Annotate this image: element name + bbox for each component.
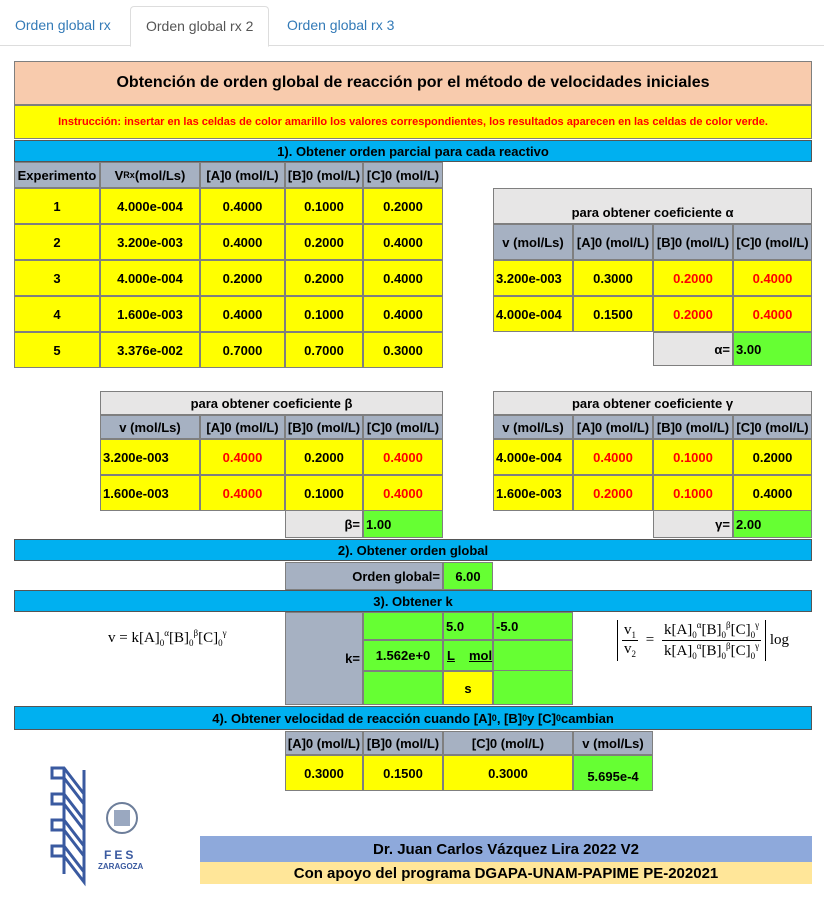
alpha-cell: 0.4000 [733,260,812,296]
alpha-label: α= [653,332,733,366]
beta-cell: 0.2000 [285,439,363,475]
alpha-cell: 3.200e-003 [493,260,573,296]
beta-cell: 3.200e-003 [100,439,200,475]
beta-title: para obtener coeficiente β [100,391,443,415]
tab-orden-global-rx[interactable]: Orden global rx [15,17,111,33]
alpha-value: 3.00 [733,332,812,366]
global-order-value: 6.00 [443,562,493,590]
k-unit-l: L [443,640,493,671]
velocity-result: 5.695e-4 [573,755,653,791]
experiment-input-cell[interactable]: 3.376e-002 [100,332,200,368]
gamma-value: 2.00 [733,510,812,538]
gamma-header-a0: [A]0 (mol/L) [573,415,653,439]
gamma-cell: 0.4000 [573,439,653,475]
velocity-header-b0: [B]0 (mol/L) [363,731,443,755]
k-value: 1.562e+0 [363,640,443,671]
experiment-number: 5 [14,332,100,368]
gamma-cell: 0.1000 [653,439,733,475]
beta-header-a0: [A]0 (mol/L) [200,415,285,439]
instruction-text: Instrucción: insertar en las celdas de color amarillo los valores correspondientes, los resultados aparecen en las celdas de color verde. [14,105,812,139]
experiment-input-cell[interactable]: 4.000e-004 [100,260,200,296]
ratio-equation: $\frac{v_1}{v_2}$ = $\frac{k[A]_0^\alpha[B]_0^\beta[C]_0^\gamma}{k[A]_0^\alpha[B]_0^\beta[C]_0^\gamma}$ log [617,620,789,661]
header-experimento: Experimento [14,162,100,188]
section-1-header: 1). Obtener orden parcial para cada reactivo [14,140,812,162]
beta-cell: 1.600e-003 [100,475,200,511]
beta-cell: 0.4000 [363,439,443,475]
experiment-input-cell[interactable]: 4.000e-004 [100,188,200,224]
alpha-cell: 4.000e-004 [493,296,573,332]
gamma-header-v: v (mol/Ls) [493,415,573,439]
k-label: k= [285,612,363,705]
k-empty-right [493,671,573,705]
experiment-input-cell[interactable]: 0.4000 [200,296,285,332]
experiment-input-cell[interactable]: 0.2000 [200,260,285,296]
velocity-input-c0[interactable]: 0.3000 [443,755,573,791]
experiment-input-cell[interactable]: 3.200e-003 [100,224,200,260]
experiment-number: 2 [14,224,100,260]
experiment-input-cell[interactable]: 0.2000 [285,260,363,296]
beta-cell: 0.4000 [200,475,285,511]
beta-header-b0: [B]0 (mol/L) [285,415,363,439]
alpha-title: para obtener coeficiente α [493,188,812,224]
k-exponent-l: 5.0 [443,612,493,640]
gamma-title: para obtener coeficiente γ [493,391,812,415]
experiment-input-cell[interactable]: 0.4000 [200,224,285,260]
alpha-cell: 0.4000 [733,296,812,332]
experiment-input-cell[interactable]: 0.7000 [200,332,285,368]
beta-cell: 0.1000 [285,475,363,511]
logo-text-fes: FES [104,848,137,862]
gamma-cell: 4.000e-004 [493,439,573,475]
gamma-header-c0: [C]0 (mol/L) [733,415,812,439]
gamma-cell: 0.4000 [733,475,812,511]
velocity-header-c0: [C]0 (mol/L) [443,731,573,755]
alpha-header-c0: [C]0 (mol/L) [733,224,812,260]
header-vrx: V Rx (mol/Ls) [100,162,200,188]
velocity-header-a0: [A]0 (mol/L) [285,731,363,755]
header-b0: [B]0 (mol/L) [285,162,363,188]
k-unit-mol: mol [493,640,573,671]
header-c0: [C]0 (mol/L) [363,162,443,188]
beta-header-c0: [C]0 (mol/L) [363,415,443,439]
tab-orden-global-rx-2[interactable]: Orden global rx 2 [130,6,269,47]
gamma-header-b0: [B]0 (mol/L) [653,415,733,439]
gamma-cell: 1.600e-003 [493,475,573,511]
velocity-input-a0[interactable]: 0.3000 [285,755,363,791]
tab-bar [0,0,824,46]
k-empty-top [363,612,443,640]
global-order-label: Orden global= [285,562,443,590]
section-4-header: 4). Obtener velocidad de reacción cuando [A] 0 , [B] 0 y [C] 0 cambian [14,706,812,730]
page-title: Obtención de orden global de reacción por el método de velocidades iniciales [14,61,812,105]
velocity-header-v: v (mol/Ls) [573,731,653,755]
footer-support: Con apoyo del programa DGAPA-UNAM-PAPIME PE-202021 [200,862,812,884]
experiment-input-cell[interactable]: 0.2000 [363,188,443,224]
gamma-label: γ= [653,510,733,538]
experiment-input-cell[interactable]: 0.4000 [363,296,443,332]
footer-author: Dr. Juan Carlos Vázquez Lira 2022 V2 [200,836,812,862]
experiment-input-cell[interactable]: 0.4000 [363,224,443,260]
experiment-number: 3 [14,260,100,296]
header-a0: [A]0 (mol/L) [200,162,285,188]
experiment-number: 1 [14,188,100,224]
experiment-input-cell[interactable]: 0.4000 [363,260,443,296]
experiment-input-cell[interactable]: 0.1000 [285,188,363,224]
k-empty-bottom [363,671,443,705]
beta-cell: 0.4000 [363,475,443,511]
experiment-input-cell[interactable]: 0.2000 [285,224,363,260]
experiment-input-cell[interactable]: 0.1000 [285,296,363,332]
fes-zaragoza-logo [44,764,154,886]
gamma-cell: 0.1000 [653,475,733,511]
alpha-header-a0: [A]0 (mol/L) [573,224,653,260]
experiment-input-cell[interactable]: 0.3000 [363,332,443,368]
alpha-header-b0: [B]0 (mol/L) [653,224,733,260]
beta-value: 1.00 [363,510,443,538]
logo-text-zaragoza: ZARAGOZA [98,862,144,871]
alpha-cell: 0.2000 [653,296,733,332]
velocity-input-b0[interactable]: 0.1500 [363,755,443,791]
beta-header-v: v (mol/Ls) [100,415,200,439]
gamma-cell: 0.2000 [733,439,812,475]
gamma-cell: 0.2000 [573,475,653,511]
alpha-cell: 0.1500 [573,296,653,332]
k-exponent-mol: -5.0 [493,612,573,640]
alpha-cell: 0.3000 [573,260,653,296]
alpha-header-v: v (mol/Ls) [493,224,573,260]
k-unit-s: s [443,671,493,705]
rate-law-equation: $v = k[A]_0^\alpha[B]_0^\beta[C]_0^\gamma$ [108,628,227,648]
experiment-number: 4 [14,296,100,332]
tab-orden-global-rx-3[interactable]: Orden global rx 3 [287,17,395,33]
experiment-input-cell[interactable]: 0.7000 [285,332,363,368]
section-2-header: 2). Obtener orden global [14,539,812,561]
experiment-input-cell[interactable]: 0.4000 [200,188,285,224]
alpha-cell: 0.2000 [653,260,733,296]
beta-cell: 0.4000 [200,439,285,475]
beta-label: β= [285,510,363,538]
experiment-input-cell[interactable]: 1.600e-003 [100,296,200,332]
section-3-header: 3). Obtener k [14,590,812,612]
